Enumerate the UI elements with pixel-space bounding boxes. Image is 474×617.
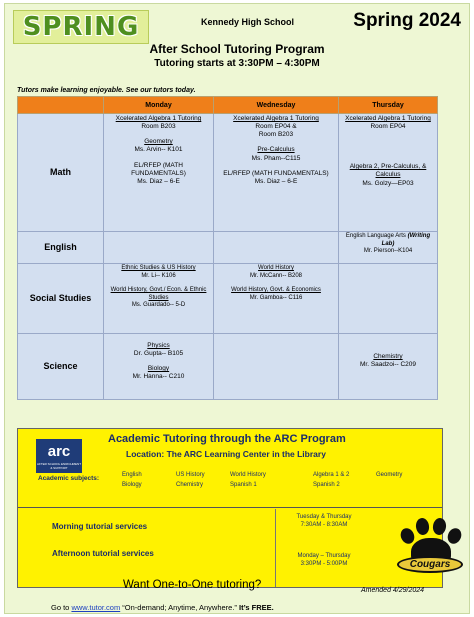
arc-location: Location: The ARC Learning Center in the Library (126, 449, 326, 459)
course-link[interactable]: Xcelerated Algebra 1 Tutoring (115, 115, 202, 122)
paw-icon (397, 516, 465, 586)
teacher: Ms. Diaz – 6-E (254, 177, 298, 185)
program-title: After School Tutoring Program (149, 42, 325, 56)
day-monday: Monday (104, 97, 214, 114)
tutor-com-link[interactable]: www.tutor.com (71, 603, 121, 612)
science-thursday (339, 334, 438, 400)
subject-item: Spanish 2 (313, 482, 340, 488)
subject-english: English (18, 232, 104, 264)
subject-item: English (122, 472, 142, 478)
table-row-science (18, 334, 438, 400)
course-link[interactable]: World History (258, 265, 294, 271)
academic-subjects-label: Academic subjects: (38, 475, 100, 482)
social-monday (104, 264, 214, 334)
math-thursday (339, 114, 438, 232)
table-row-social-studies (18, 264, 438, 334)
teacher: Ms. Pham--C115 (251, 154, 301, 162)
subject-science: Science (18, 334, 104, 400)
course-link[interactable]: Physics (147, 342, 170, 349)
teacher: Mr. Hanna-- C210 (132, 373, 185, 381)
program-time: Tutoring starts at 3:30PM – 4:30PM (154, 58, 320, 69)
math-monday (104, 114, 214, 232)
course-link[interactable]: Geometry (144, 138, 173, 146)
subject-social-studies: Social Studies (18, 264, 104, 334)
schedule-table (17, 96, 438, 400)
english-wednesday (214, 232, 339, 264)
subject-item: US History (176, 472, 205, 478)
teacher: Mr. Pierson--K104 (363, 248, 413, 254)
tagline: Tutors make learning enjoyable. See our tutors today. (17, 87, 196, 94)
table-header-row (18, 97, 438, 114)
english-monday (104, 232, 214, 264)
afternoon-schedule: Monday – Thursday 3:30PM - 5:00PM (297, 553, 351, 567)
arc-program-box (17, 428, 443, 588)
cougars-mascot-text: Cougars (397, 556, 463, 573)
teacher: Ms. Diaz – 6-E (137, 177, 180, 185)
subject-item: World History (230, 472, 266, 478)
teacher: Mr. McCann-- B208 (249, 272, 303, 279)
teacher: Mr. Gamboa-- C116 (249, 294, 303, 301)
arc-divider (18, 507, 442, 508)
logo-text: SPRING (22, 12, 140, 42)
course-text: EL/RFEP (MATH FUNDAMENTALS) (131, 161, 186, 177)
subject-item: Geometry (376, 472, 403, 478)
subject-item: Spanish 1 (230, 482, 257, 488)
science-monday (104, 334, 214, 400)
one-to-one-heading: Want One-to-One tutoring? (123, 579, 262, 591)
course-text: English Language Arts (Writing Lab) (345, 233, 431, 247)
teacher: Ms. Arvin-- K101 (134, 146, 183, 154)
course-link[interactable]: World History, Govt. & Economics (231, 287, 321, 293)
english-thursday (339, 232, 438, 264)
arc-logo: arc AFTER SCHOOL ENRICHMENT & SUPPORT (36, 439, 82, 473)
math-wednesday (214, 114, 339, 232)
teacher: Mr. Li-- K106 (141, 272, 176, 279)
afternoon-services-label: Afternoon tutorial services (52, 549, 154, 558)
spring-logo (13, 10, 149, 44)
room: Room B203 (258, 131, 294, 139)
morning-schedule: Tuesday & Thursday 7:30AM - 8:30AM (296, 514, 352, 528)
subject-item: Chemistry (176, 482, 204, 488)
subject-item: Algebra 1 & 2 (313, 472, 350, 478)
season-title: Spring 2024 (353, 10, 461, 31)
teacher: Ms. Guardado-- 5-D (131, 302, 186, 308)
course-link[interactable]: Biology (147, 365, 170, 373)
course-link[interactable]: Xcelerated Algebra 1 Tutoring (233, 115, 319, 122)
teacher: Dr. Gupta-- B105 (133, 350, 184, 358)
course-link[interactable]: Pre-Calculus (257, 146, 295, 154)
arc-title: Academic Tutoring through the ARC Program (108, 433, 346, 445)
course-link[interactable]: Ethnic Studies & US History (121, 265, 196, 271)
table-row-math (18, 114, 438, 232)
subject-item: Biology (122, 482, 142, 488)
goto-line: Go to www.tutor.com “On-demand; Anytime, Anywhere.” It’s FREE. (51, 603, 274, 612)
social-wednesday (214, 264, 339, 334)
social-thursday (339, 264, 438, 334)
course-link[interactable]: World History, Govt./ Econ. & Ethnic Studies (110, 287, 207, 301)
science-wednesday (214, 334, 339, 400)
course-link[interactable]: Algebra 2, Pre-Calculus, & Calculus (349, 163, 427, 179)
course-text: EL/RFEP (MATH FUNDAMENTALS) (223, 169, 329, 177)
amended-date: Amended 4/29/2024 (361, 587, 425, 594)
teacher: Mr. Saadzoi-- C209 (360, 361, 416, 369)
room: Room B203 (141, 123, 176, 131)
course-link[interactable]: Xcelerated Algebra 1 Tutoring (345, 115, 431, 122)
teacher: Ms. Golzy—EP03 (362, 179, 414, 187)
table-row-english (18, 232, 438, 264)
room: Room EP04 & (255, 123, 297, 131)
course-link[interactable]: Chemistry (373, 353, 403, 360)
day-thursday: Thursday (339, 97, 438, 114)
flyer-page (4, 3, 470, 614)
room: Room EP04 (370, 123, 406, 131)
morning-services-label: Morning tutorial services (52, 522, 148, 531)
day-wednesday: Wednesday (214, 97, 339, 114)
school-name: Kennedy High School (201, 17, 295, 27)
header-corner (18, 97, 104, 114)
subject-math: Math (18, 114, 104, 232)
